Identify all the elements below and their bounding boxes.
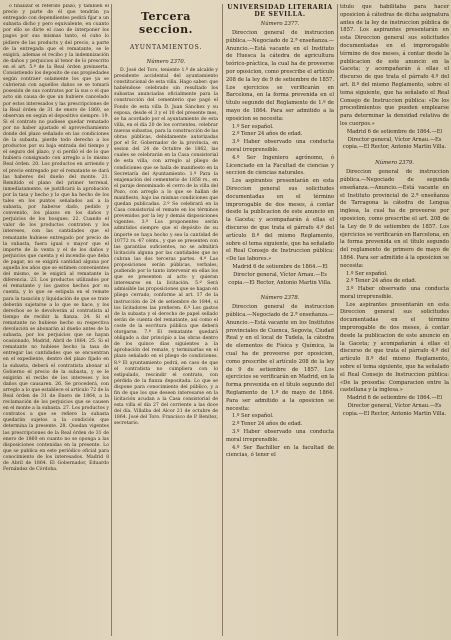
section-subheading: AYUNTAMIENTOS.: [129, 44, 203, 51]
notice-date: Madrid 6 de setiembre de 1864.—El Director general, Víctor Arnau.—Es copia.—El Rector, Antonio Martin Villa.: [342, 128, 447, 151]
notice-body: Direccion general de instruccion pública.—Negociado de 2.ª enseñanza.—Anuncio.—Está vacante en el Instituto de Huesca la cátedra de agricultura teórico-práctica, la cual ha de proveerse por oposicion, como prescribe el artículo 208 de la ley de 9 de setiembre de 1857. Los ejercicios se verificarán en Barcelona, en la forma prevenida en el título segundo del Reglamento de 1.º de mayo de 1864. Para ser admitido a la oposicion se necesita:: [226, 30, 334, 122]
requirement-item: 1.º Ser español.: [346, 270, 388, 277]
column-rule: [222, 4, 223, 636]
column-4: [340, 4, 449, 636]
requirement-item: 4.º Ser Ingeniero agrónomo, ó Licenciado en la Facultad de ciencias y seccion de ciencias naturales.: [226, 154, 334, 177]
requirement-item: 2.º Tener 24 años de edad.: [346, 278, 417, 285]
section-title: Tercera seccion.: [139, 10, 193, 36]
requirement-item: 1.º Ser español.: [232, 413, 274, 420]
notice-number: Número 2379.: [375, 160, 414, 167]
notice-number: Número 2378.: [260, 295, 300, 302]
column-rule: [111, 4, 112, 636]
requirement-item: 3.º Haber observado una conducta moral irreprensible.: [340, 286, 449, 300]
notice-body: Los aspirantes presentarán en esta Direccion general sus solicitudes documentadas en el término improrogable de dos meses, á contar desde la publicacion de este anuncio en la Gaceta; y acompañarán á ellas el discurso de que trata el párrafo 4.º del artículo 8.º del mismo Reglamento, sobre el tema siguiente, que ha señalado el Real Consejo de Instruccion pública: «De las labores.»: [226, 178, 334, 263]
column-1: [3, 4, 109, 636]
notice-body: Direccion general de instruccion pública.—Negociado de segunda enseñanza.—Anuncio.—Está vacante en el Instituto provincial de 2.ª enseñanza de Tarragona la cátedra de Lengua inglesa, la cual ha de proveerse por oposicion, como prescribe el art. 208 de la Ley de 9 de setiembre de 1857. Los ejercicios se verificarán en Barcelona, en la forma prevenida en el título segundo del reglamento de primero de mayo de 1864. Para ser admitido á la oposicion se necesita:: [340, 169, 449, 269]
col1-text: o finalizar el referido plazo, y también el precio y parte de él que tendrán ya entregado con dependientes pedirá fijar a un subasta dicho y pero equivalente, en cuanto por ello se dicte el caso de interponer los pagos por sus mismas tanto, el cubo lo pidiere de las products y del precio, a parte de la entregada que el rematante, se le exigirá, ademas el recibo y la indemnización de daños y perjuicios al tenor de lo prescrito en el art. 5.º de la Real órden preinserta. Consistiendo los deposito de sus propiedades según contraer solamente los que ya se cubrieran con aquellos daños se se tomará posesión de sus contratos por la sus o el que acto sin causa de que un hubiere cancelado por estos interesados y las prescripciones de la Real órden de 31 de enero de 1860, se observan en según el depositivo siempre. 19. Si el contrato no pudiese quedar rematado por no haber ajustado el aprovechamiento donde del plazo señalado en las condiciones de la subasta, pierde todo derecho a los productos por su baja entrada del tiempo y el seguro del plazo, y si perdió el de lo que hubiera consignado con arreglo a lo mismo Real órden. 20. Los productos en arriendo y el precio entregado por el rematante se dará las haberes del dueño del monte. 21. Remitido el plano del primer terrenal, inmediatamente, se justificará la aprobación por la tasa y hecho y lo que ha hecho de los tales en los puntos señalados así a la subasta, por haberse dado, pedido y convenido, los plazos en los daños y perjuicios de los bosques. 22. Cuando el valor de los productos contraten y los intereses, con las cantidades que el rematante hubiese entregado por precio de la subasta, fuera igual o mayor que el importe de la venta y el de los daños y perjuicios que cuenta y el incendio que deba de pagar, no se exigirá cantidad alguna por aquella los años que se estimen convenientes del mismo, se le exigirá al rematante la diferencia. 23. Los productos utilizados por el rematante y los gastos hechos por su cuenta, y lo que se estipula en el remate para la tasación y liquidación de que se trate deberán sujetarse a lo que se hace, y los derechos se le devolverán al contratista al tiempo de recibir la fianza. 24. Si el rematante no hubiese hecho su respectiva devolución se abonarán al dueño antes de la subasta, por los perjuicios que se hayan ocasionado, Madrid, Abril de 1864. 25. Si el rematante no hubiese hecho la tasa de entregar las cantidades que se encuentran en el expediente, dentro del plazo fijado en la subasta, deberá el contratista abonar al Gobierno el precio de la subasta, y se le exigirán el recibo de los intereses y los daños que causaren. 26. Se procederá, con arreglo a lo que establece el artículo 72 de la Real órden de 31 de Enero de 1864, a la reclamación de los perjuicios que se causen en el monte a la subasta. 27. Los productos y contratos a que se refiere la subasta quedarán sujetos a la condición que determina la presente. 28. Quedan vigentes las prescripciones de la Real órden de 31 de enero de 1860 en cuanto no se oponga a las disposiciones contenidas en la presente. Lo que se publica en este periódico oficial para conocimiento de los interesados. Madrid 8 de Abril de 1864. El Gobernador, Eduardo Fernández de Córdoba.: [3, 4, 109, 473]
notice-body: Los aspirantes presentarán en esta Direccion general sus solicitudes documentadas en el término improrogable de dos meses, á contar desde la publicacion de este anuncio en la Gaceta; y acompañarán á ellas el discurso de que trata el párrafo 4.º del artículo 8.º del mismo Reglamento, sobre el tema siguiente, que ha señalado el Real Consejo de Instruccion pública: «De la prosodia: Comparacion entre la castellana y la inglesa.»: [340, 301, 449, 394]
column-3: [226, 4, 334, 636]
col2-text: D. José del Toro, teniente 1.º de alcalde y presidente accidental del ayuntamiento constitucional de esta villa. Hago saber: que habiéndose celebrado sin resultado los subastas anunciadas oficialmente para la construcción del cementerio que pagó el Fondo de esta villa D. Juan Sánchez y su esposa, desde el 3 y el 10 del presente mes, se ha acordado por el ayuntamiento de esta villa, en el día 20 de los corrientes, celebrar nuevas subastas, para la construcción de las obras públicas, debidamente autorizadas por el Sr. Gobernador de la provincia, en sesion del 24 de Octubre de 1862, las cuales se celebrarán en la Casa consistorial de esta villa, con arreglo al pliego de condiciones que se halla de manifiesto en la Secretaría del Ayuntamiento. 1.º Para la enajenación del cementerio de 1858 rs., en el paraje denominado el cerro de la villa del Pozo, con arreglo a lo que se hallan de manifiesto, bajo las mismas condiciones que quedan publicadas. 2.º Se celebrará en la Casa consistorial el remate en los términos prevenidos por la ley y demás disposiciones vigentes. 3.º Los proponentes serán admitidos siempre que el depósito de su importe se haya hecho y sea la cantidad de 10772 rs. 47 cénts., y que se presenten con las garantías suficientes, no se admitirá licitación alguna por las cantidades que no cubran las dos terceras partes. 4.º Las proposiciones serán públicas, verbales, pudiendo por lo tanto intervenir en ellas los que se presenten al acto y quieran interesarse en la licitación. 5.º Será admisible las proposiciones que se hagan en pliego cerrado, conforme al art. 17 de la instrucción de 24 de setiembre de 1844, si los licitadores las prefieren. 6.º Los gastos de la subasta y el derecho de papel sellado serán de cuenta del rematante, así como el coste de la escritura pública que deberá otorgarse. 7.º El rematante quedará obligado a dar principio a las obras dentro de los quince días siguientes a la aprobación del remate, y terminarlas en el plazo señalado en el pliego de condiciones. 8.º El ayuntamiento podrá, en caso de que el contratista no cumpliera con lo estipulado, rescindir el contrato, con pérdida de la fianza depositada. Lo que se dispone para conocimiento del público, y a fin de que los que deseen interesarse en la licitación acudan a la Casa consistorial de esta villa el día 27 del corriente a las doce del día. Villalba del Alcor 21 de octubre de 1864. José del Toro. Francisco de P. Benítez, secretario.: [114, 68, 218, 427]
requirement-item: 1.º Ser español.: [232, 123, 274, 130]
notice-number: Número 2370.: [146, 59, 186, 65]
requirement-item: 4.º Ser Bachiller en la facultad de ciencias, ó tener el: [226, 444, 334, 459]
column-2: [114, 4, 218, 636]
requirement-item: 3.º Haber observado una conducta moral irreprensible.: [226, 139, 334, 153]
requirement-item: 3.º Haber observado una conducta moral irreprensible.: [226, 429, 334, 443]
notice-body: título que habilitaba para hacer oposicion á cátedras de dicha asignatura antes de la ley de instruccion pública de 1857. Los aspirantes presentarán en esta Direccion general sus solicitudes documentadas en el improrogable término de dos meses, á contar desde la publicacion de este anuncio en la Gaceta; y acompañarán á ellas el discurso de que trata el párrafo 4.º del art. 8.º del mismo Reglamento, sobre el tema siguiente, que ha señalado el Real Consejo de Instruccion pública: «De los procedimientos que pueden emplearse para determinar la densidad relativa de los cuerpos.»: [340, 4, 449, 127]
notice-number: Número 2377.: [260, 21, 300, 27]
notice-body: Direccion general de instruccion pública.—Negociado de 2.ª enseñanza.—Anuncio.—Está vacante en los Institutos provinciales de Cuenca, Segovia, Ciudad Real y en el local de Tudela, la cátedra de elementos de Física y Química, la cual ha de proveerse por oposicion, como prescribe el artículo 208 de la ley de 9 de setiembre de 1857. Los ejercicios se verificarán en Madrid, en la forma prevenida en el título segundo del Reglamento de 1.º de mayo de 1864. Para ser admitido a la oposicion se necesita:: [226, 304, 334, 412]
column-rule: [337, 4, 338, 636]
notice-date: Madrid 6 de setiembre de 1864.—El Director general, Víctor Arnau.—Es copia.—El Rector, Antonio Martin Villa.: [228, 263, 332, 286]
requirement-item: 2.º Tener 24 años de edad.: [232, 131, 303, 138]
requirement-item: 2.º Tener 24 años de edad.: [232, 421, 303, 428]
notice-date: Madrid 6 de setiembre de 1864.—El Director general, Víctor Arnau.—Es copia.—El Rector, Antonio Martin Villa.: [342, 395, 447, 417]
university-header: UNIVERSIDAD LITERARIA DE SEVILLA.: [227, 4, 333, 18]
